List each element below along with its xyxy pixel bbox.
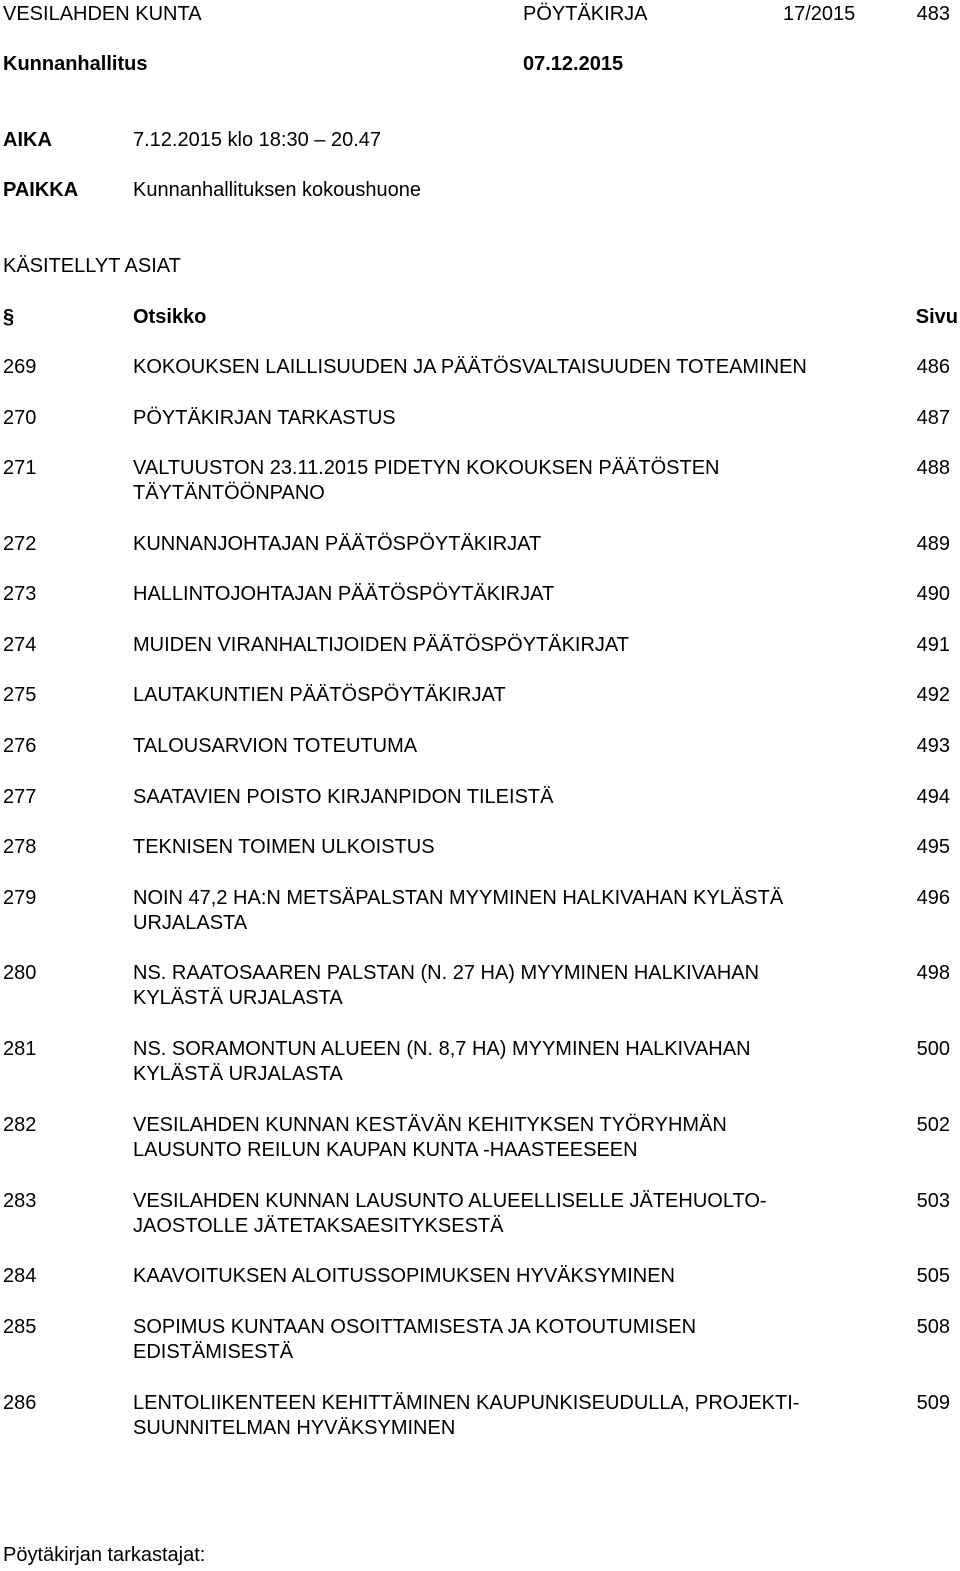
agenda-item-page: 492 (916, 684, 950, 706)
agenda-item-title: NS. RAATOSAAREN PALSTAN (N. 27 HA) MYYMINEN HALKIVAHAN KYLÄSTÄ URJALASTA (133, 962, 760, 1009)
agenda-item-page: 495 (916, 836, 950, 858)
agenda-item-page: 503 (916, 1190, 950, 1212)
reviewers-label: Pöytäkirjan tarkastajat: (3, 1544, 206, 1566)
agenda-item-title: HALLINTOJOHTAJAN PÄÄTÖSPÖYTÄKIRJAT (133, 583, 555, 605)
agenda-item-number: 286 (3, 1392, 37, 1414)
agenda-item-number: 275 (3, 684, 37, 706)
meeting-time-value: 7.12.2015 klo 18:30 – 20.47 (133, 129, 381, 151)
agenda-item-page: 498 (916, 962, 950, 984)
agenda-item-page: 493 (916, 735, 950, 757)
header-doc-number: 17/2015 (783, 3, 856, 25)
agenda-item-page: 488 (916, 457, 950, 479)
agenda-item-title: VESILAHDEN KUNNAN KESTÄVÄN KEHITYKSEN TYÖRYHMÄN LAUSUNTO REILUN KAUPAN KUNTA -HAASTEESEEN (133, 1114, 727, 1161)
meeting-place-label: PAIKKA (3, 179, 79, 201)
agenda-item-title: VALTUUSTON 23.11.2015 PIDETYN KOKOUKSEN PÄÄTÖSTEN TÄYTÄNTÖÖNPANO (133, 457, 720, 504)
agenda-item-title: KOKOUKSEN LAILLISUUDEN JA PÄÄTÖSVALTAISUUDEN TOTEAMINEN (133, 356, 807, 378)
header-page-number: 483 (916, 3, 950, 25)
agenda-item-number: 284 (3, 1265, 37, 1287)
agenda-item-number: 270 (3, 407, 37, 429)
agenda-item-title: PÖYTÄKIRJAN TARKASTUS (133, 407, 396, 429)
header-body: Kunnanhallitus (3, 53, 148, 75)
agenda-item-title: KUNNANJOHTAJAN PÄÄTÖSPÖYTÄKIRJAT (133, 533, 542, 555)
meeting-place-value: Kunnanhallituksen kokoushuone (133, 179, 421, 201)
agenda-item-page: 500 (916, 1038, 950, 1060)
agenda-item-page: 505 (916, 1265, 950, 1287)
header-org: VESILAHDEN KUNTA (3, 3, 202, 25)
agenda-item-page: 508 (916, 1316, 950, 1338)
agenda-item-number: 277 (3, 786, 37, 808)
agenda-item-page: 490 (916, 583, 950, 605)
agenda-item-number: 285 (3, 1316, 37, 1338)
agenda-item-title: MUIDEN VIRANHALTIJOIDEN PÄÄTÖSPÖYTÄKIRJAT (133, 634, 629, 656)
agenda-item-page: 487 (916, 407, 950, 429)
agenda-item-number: 282 (3, 1114, 37, 1136)
agenda-item-title: TEKNISEN TOIMEN ULKOISTUS (133, 836, 435, 858)
agenda-item-number: 276 (3, 735, 37, 757)
agenda-item-page: 486 (916, 356, 950, 378)
agenda-item-page: 496 (916, 887, 950, 909)
meeting-time-label: AIKA (3, 129, 52, 151)
agenda-item-number: 271 (3, 457, 37, 479)
agenda-item-number: 279 (3, 887, 37, 909)
agenda-item-title: KAAVOITUKSEN ALOITUSSOPIMUKSEN HYVÄKSYMINEN (133, 1265, 675, 1287)
section-symbol: § (3, 306, 15, 328)
agenda-item-page: 491 (916, 634, 950, 656)
header-date: 07.12.2015 (523, 53, 624, 75)
agenda-item-title: VESILAHDEN KUNNAN LAUSUNTO ALUEELLISELLE JÄTEHUOLTO-JAOSTOLLE JÄTETAKSAESITYKSESTÄ (133, 1190, 767, 1237)
agenda-item-number: 280 (3, 962, 37, 984)
agenda-item-title: LAUTAKUNTIEN PÄÄTÖSPÖYTÄKIRJAT (133, 684, 506, 706)
agenda-item-page: 489 (916, 533, 950, 555)
agenda-item-number: 281 (3, 1038, 37, 1060)
agenda-item-number: 269 (3, 356, 37, 378)
agenda-item-page: 509 (916, 1392, 950, 1414)
agenda-item-number: 278 (3, 836, 37, 858)
header-doc-type: PÖYTÄKIRJA (523, 3, 648, 25)
agenda-item-title: TALOUSARVION TOTEUTUMA (133, 735, 418, 757)
column-title-header: Otsikko (133, 306, 207, 328)
agenda-item-title: SAATAVIEN POISTO KIRJANPIDON TILEISTÄ (133, 786, 554, 808)
agenda-item-number: 272 (3, 533, 37, 555)
agenda-heading: KÄSITELLYT ASIAT (3, 255, 181, 277)
agenda-item-number: 273 (3, 583, 37, 605)
agenda-item-title: NS. SORAMONTUN ALUEEN (N. 8,7 HA) MYYMINEN HALKIVAHAN KYLÄSTÄ URJALASTA (133, 1038, 751, 1085)
column-page-header: Sivu (915, 306, 958, 328)
agenda-item-page: 502 (916, 1114, 950, 1136)
agenda-item-title: SOPIMUS KUNTAAN OSOITTAMISESTA JA KOTOUTUMISEN EDISTÄMISESTÄ (133, 1316, 697, 1363)
agenda-item-number: 274 (3, 634, 37, 656)
agenda-item-title: LENTOLIIKENTEEN KEHITTÄMINEN KAUPUNKISEUDULLA, PROJEKTI-SUUNNITELMAN HYVÄKSYMINEN (133, 1392, 800, 1439)
agenda-item-number: 283 (3, 1190, 37, 1212)
agenda-item-title: NOIN 47,2 HA:N METSÄPALSTAN MYYMINEN HALKIVAHAN KYLÄSTÄ URJALASTA (133, 887, 784, 934)
agenda-item-page: 494 (916, 786, 950, 808)
